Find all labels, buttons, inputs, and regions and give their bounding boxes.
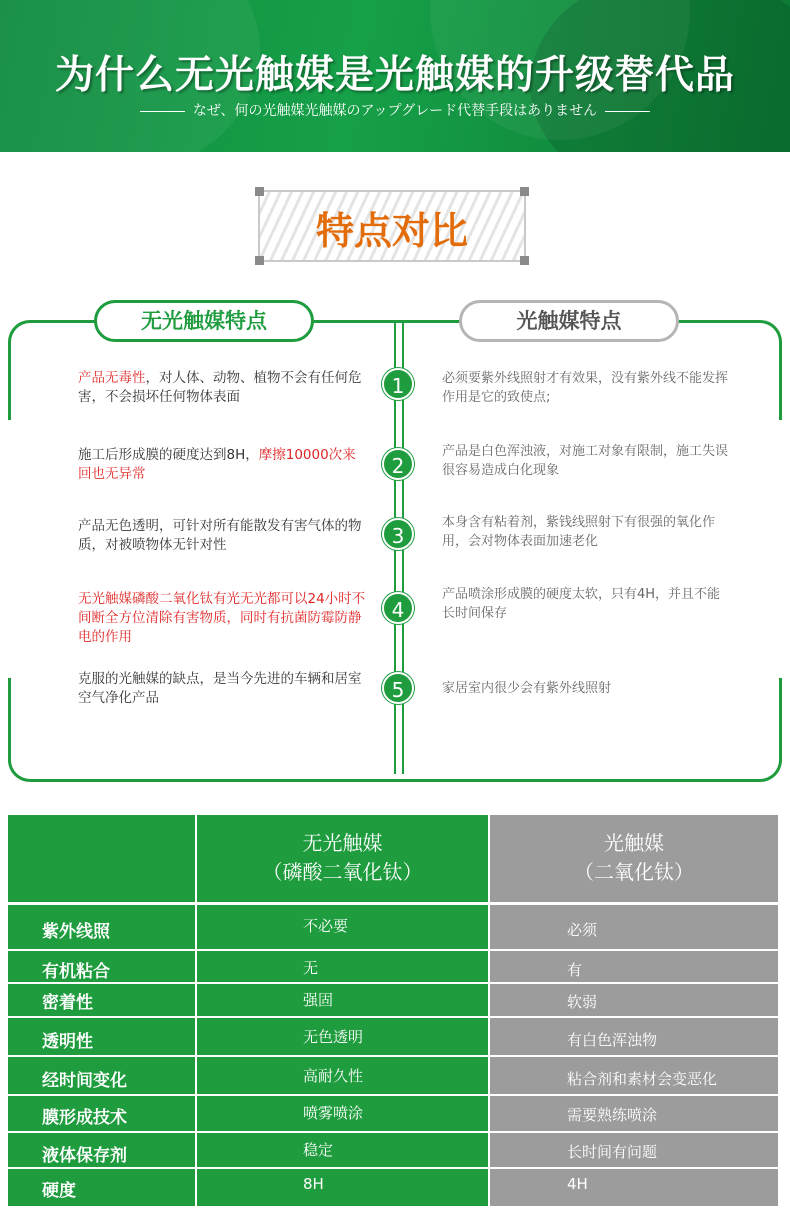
value-cell	[490, 1169, 778, 1206]
row-label: 硬度	[42, 1181, 76, 1201]
left-item-4: 无光触媒磷酸二氧化钛有光无光都可以24小时不间断全方位清除有害物质，同时有抗菌防霉防静电的作用	[78, 591, 366, 645]
subtitle-text: なぜ、何の光触媒光触媒のアップグレード代替手段はありません	[192, 103, 598, 119]
right-item-1: 必须要紫外线照射才有效果，没有紫外线不能发挥作用是它的致使点;	[442, 371, 729, 405]
page-subtitle	[0, 100, 790, 120]
value-text: 高耐久性	[303, 1067, 364, 1085]
left-item-3: 产品无色透明，可针对所有能散发有害气体的物质，对被喷物体无针对性	[78, 518, 362, 553]
divider	[140, 111, 185, 112]
value-text: 必须	[567, 921, 598, 939]
row-label: 液体保存剂	[42, 1146, 127, 1166]
value-text: 不必要	[303, 917, 349, 935]
value-text: 稳定	[303, 1141, 334, 1159]
value-text: 无色透明	[303, 1028, 364, 1046]
row-label-cell	[8, 1018, 195, 1055]
right-item-5: 家居室内很少会有紫外线照射	[442, 681, 612, 696]
left-item-2	[78, 446, 368, 484]
header-line: 无光触媒	[302, 831, 383, 855]
table-row	[8, 951, 778, 982]
row-label: 紫外线照	[42, 922, 110, 942]
right-item-2: 产品是白色浑浊液，对施工对象有限制，施工失误很容易造成白化现象	[442, 444, 729, 478]
row-label: 密着性	[42, 993, 93, 1013]
corner-mark	[255, 187, 264, 196]
right-item-4: 产品喷涂形成膜的硬度太软，只有4H，并且不能长时间保存	[442, 587, 721, 621]
value-cell	[197, 1133, 488, 1167]
row-label: 有机粘合	[42, 962, 110, 982]
value-cell	[197, 951, 488, 982]
value-cell	[490, 984, 778, 1016]
value-cell	[197, 905, 488, 949]
number-badge-1: 1	[382, 368, 414, 400]
table-row	[8, 1057, 778, 1094]
value-text: 无	[303, 959, 319, 977]
value-cell	[197, 1169, 488, 1206]
table-row	[8, 984, 778, 1016]
value-text: 有	[567, 961, 583, 979]
row-label-cell	[8, 951, 195, 982]
table-header-photocatalyst	[490, 815, 778, 902]
value-text: 长时间有问题	[567, 1143, 658, 1161]
table-row	[8, 905, 778, 949]
value-cell	[197, 984, 488, 1016]
value-cell	[490, 1018, 778, 1055]
header-line: （二氧化钛）	[574, 860, 694, 884]
value-cell	[490, 1133, 778, 1167]
row-label-cell	[8, 984, 195, 1016]
right-item-3: 本身含有粘着剂，紫钱线照射下有很强的氧化作用，会对物体表面加速老化	[442, 515, 716, 549]
value-cell	[197, 1096, 488, 1131]
left-item-highlight: 产品无毒性	[78, 370, 146, 386]
value-text: 需要熟练喷涂	[567, 1106, 658, 1124]
row-label: 膜形成技术	[42, 1108, 127, 1128]
value-text: 强固	[303, 991, 334, 1009]
value-text: 粘合剂和素材会变恶化	[567, 1070, 718, 1088]
table-row	[8, 1169, 778, 1206]
value-cell	[490, 951, 778, 982]
frame-gap	[776, 420, 786, 678]
frame-gap	[4, 420, 14, 678]
row-label-cell	[8, 1133, 195, 1167]
left-item-5: 克服的光触媒的缺点，是当今先进的车辆和居室空气净化产品	[78, 671, 362, 706]
table-header-no-photocatalyst	[197, 815, 488, 902]
header-line: 光触媒	[604, 831, 664, 855]
row-label-cell	[8, 1169, 195, 1206]
section-title: 特点对比	[315, 209, 468, 253]
table-header-row	[8, 815, 778, 902]
row-label: 透明性	[42, 1032, 93, 1052]
value-text: 8H	[303, 1175, 324, 1193]
header-line: （磷酸二氧化钛）	[262, 860, 423, 884]
value-text: 4H	[567, 1175, 588, 1193]
left-item-text: ，对人体、动物、植物不会有任何危害，不会损坏任何物体表面	[78, 370, 362, 405]
row-label-cell	[8, 905, 195, 949]
table-row	[8, 1018, 778, 1055]
corner-mark	[255, 256, 264, 265]
corner-mark	[520, 187, 529, 196]
table-row	[8, 1133, 778, 1167]
left-item-1	[78, 369, 368, 407]
number-badge-4: 4	[382, 592, 414, 624]
right-column-title: 光触媒特点	[459, 300, 679, 342]
value-cell	[490, 905, 778, 949]
table-row	[8, 1096, 778, 1131]
value-text: 喷雾喷涂	[303, 1104, 364, 1122]
number-badge-5: 5	[382, 672, 414, 704]
divider	[605, 111, 650, 112]
row-label-cell	[8, 1096, 195, 1131]
value-cell	[490, 1057, 778, 1094]
value-text: 有白色浑浊物	[567, 1031, 658, 1049]
value-cell	[197, 1018, 488, 1055]
left-item-highlight: 摩擦10000次来回也无异常	[78, 447, 356, 482]
page-title: 为什么无光触媒是光触媒的升级替代品	[54, 53, 735, 98]
row-label: 经时间变化	[42, 1071, 127, 1091]
value-text: 软弱	[567, 993, 598, 1011]
left-column-title: 无光触媒特点	[94, 300, 314, 342]
number-badge-2: 2	[382, 448, 414, 480]
section-heading	[258, 190, 526, 262]
table-header-corner	[8, 815, 195, 902]
row-label-cell	[8, 1057, 195, 1094]
value-cell	[197, 1057, 488, 1094]
value-cell	[490, 1096, 778, 1131]
header-banner	[0, 0, 790, 152]
left-item-text: 施工后形成膜的硬度达到8H，	[78, 447, 259, 463]
corner-mark	[520, 256, 529, 265]
number-badge-3: 3	[382, 518, 414, 550]
